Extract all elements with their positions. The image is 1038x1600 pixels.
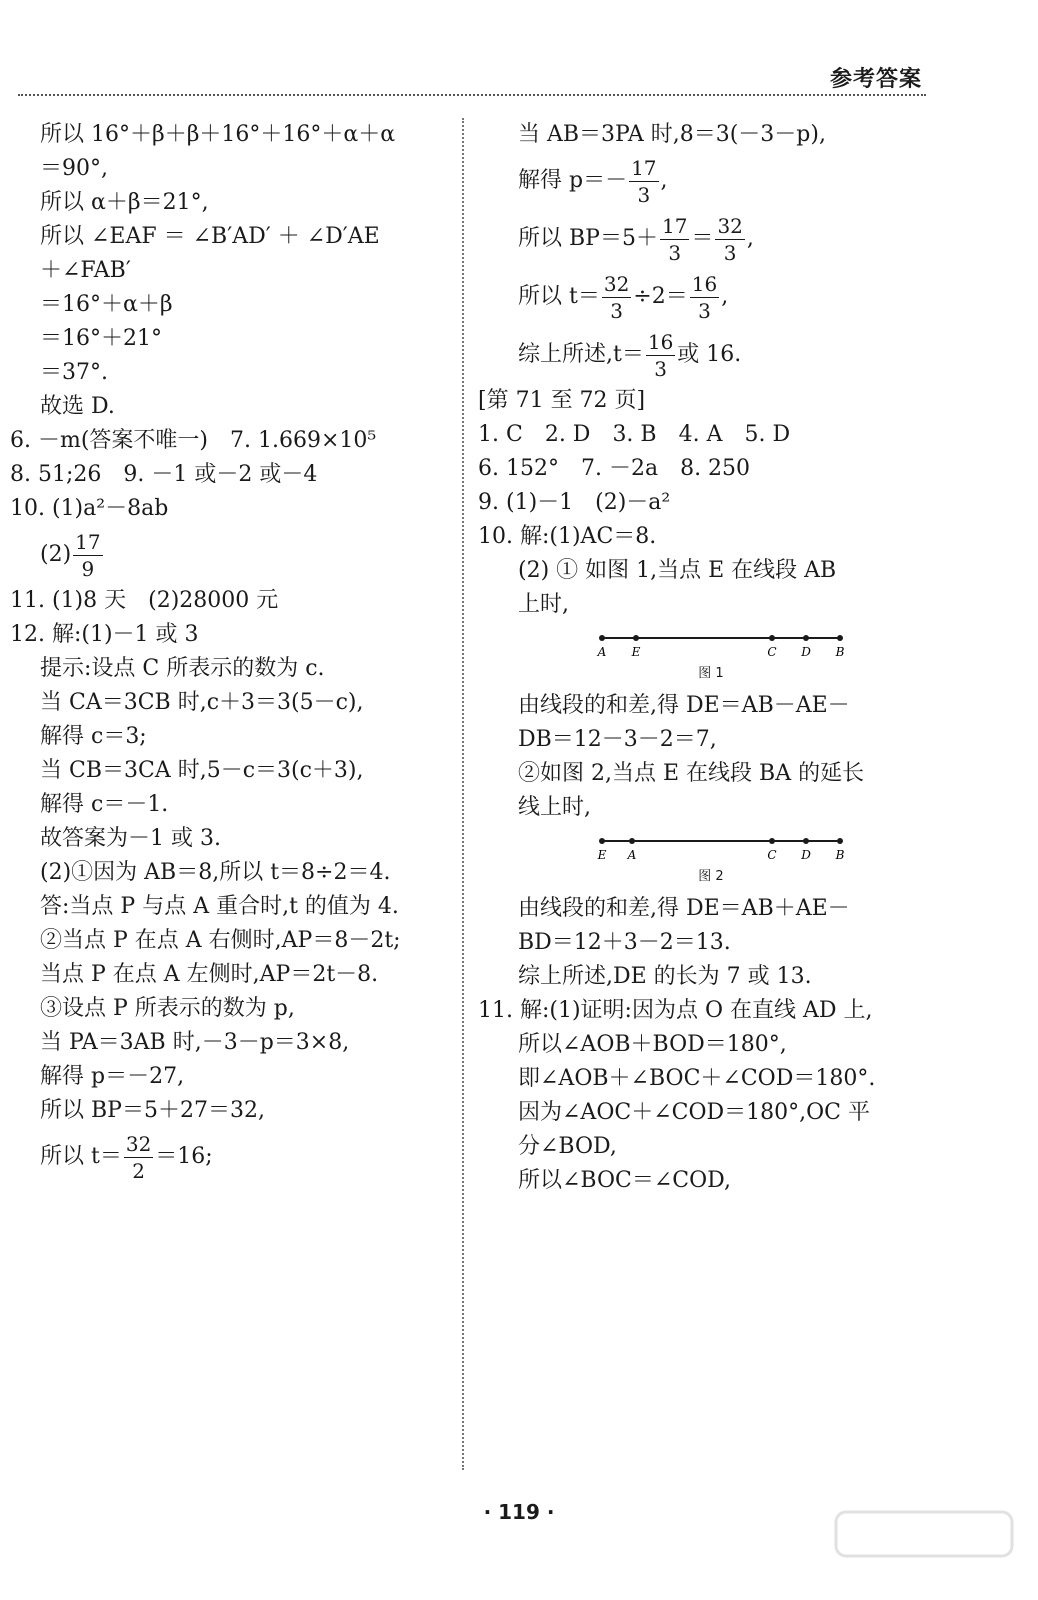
fraction-denominator: 2 bbox=[132, 1158, 145, 1183]
answer-line: 解得 c＝－1. bbox=[40, 792, 169, 817]
answer-line: 因为∠AOC＋∠COD＝180°,OC 平 bbox=[518, 1100, 870, 1125]
point-label: B bbox=[835, 848, 845, 862]
answer-line: 所以 BP＝5＋27＝32, bbox=[40, 1098, 265, 1123]
figure-2-line-segment bbox=[596, 833, 846, 884]
answer-line: 故答案为－1 或 3. bbox=[40, 826, 221, 851]
point-a bbox=[599, 635, 605, 641]
fraction bbox=[646, 329, 675, 381]
answer-line: 由线段的和差,得 DE＝AB＋AE－ bbox=[518, 896, 850, 921]
fraction bbox=[690, 271, 719, 323]
segment-diagram-2 bbox=[596, 833, 846, 863]
fraction-suffix: , bbox=[746, 226, 754, 251]
fraction bbox=[629, 155, 658, 207]
answer-line: 6. －m(答案不唯一) 7. 1.669×10⁵ bbox=[10, 428, 377, 453]
answer-line: ③设点 P 所表示的数为 p, bbox=[40, 996, 295, 1021]
left-column bbox=[10, 118, 450, 1186]
fraction-operator: ÷2＝ bbox=[633, 284, 688, 309]
point-label: E bbox=[631, 645, 641, 659]
answer-line: ②当点 P 在点 A 右侧时,AP＝8－2t; bbox=[40, 928, 401, 953]
fraction-numerator: 16 bbox=[647, 329, 674, 354]
answer-line: 线上时, bbox=[518, 795, 591, 820]
answer-line: ＝16°＋α＋β bbox=[40, 292, 173, 317]
figure-caption: 图 1 bbox=[698, 666, 724, 681]
figure-caption: 图 2 bbox=[698, 869, 724, 884]
fraction-numerator: 17 bbox=[631, 155, 657, 180]
answer-line: 即∠AOB＋∠BOC＋∠COD＝180°. bbox=[518, 1066, 876, 1091]
page-header-title: 参考答案 bbox=[830, 67, 923, 92]
answer-line: 10. 解:(1)AC＝8. bbox=[478, 524, 657, 549]
answer-line: 当 AB＝3PA 时,8＝3(－3－p), bbox=[518, 122, 826, 147]
answer-line: 当 CB＝3CA 时,5－c＝3(c＋3), bbox=[40, 758, 364, 783]
fraction bbox=[660, 213, 689, 265]
fraction-numerator: 32 bbox=[603, 271, 630, 296]
fraction-prefix: 综上所述,t＝ bbox=[518, 342, 644, 367]
fraction-prefix: 所以 BP＝5＋ bbox=[518, 226, 658, 251]
answer-line: 故选 D. bbox=[40, 394, 115, 419]
answer-line-fraction bbox=[478, 326, 928, 384]
fraction-numerator: 32 bbox=[125, 1131, 152, 1156]
answer-line: 由线段的和差,得 DE＝AB－AE－ bbox=[518, 693, 850, 718]
answer-line: 所以 ∠EAF ＝ ∠B′AD′ ＋ ∠D′AE bbox=[40, 224, 380, 249]
fraction-prefix: (2) bbox=[40, 542, 72, 567]
answer-line: 11. (1)8 天 (2)28000 元 bbox=[10, 588, 279, 613]
answer-line-fraction bbox=[478, 210, 928, 268]
answer-line: ②如图 2,当点 E 在线段 BA 的延长 bbox=[518, 761, 865, 786]
column-divider bbox=[462, 118, 464, 1470]
header-divider bbox=[18, 94, 926, 96]
answer-line: 答:当点 P 与点 A 重合时,t 的值为 4. bbox=[40, 894, 399, 919]
point-label: A bbox=[627, 848, 637, 862]
fraction-suffix: ＝16; bbox=[155, 1144, 213, 1169]
watermark-frame bbox=[836, 1512, 1012, 1556]
answer-line: 当点 P 在点 A 左侧时,AP＝2t－8. bbox=[40, 962, 379, 987]
fraction-numerator: 32 bbox=[717, 213, 743, 238]
watermark-logo bbox=[834, 1508, 1014, 1588]
answer-line: 综上所述,DE 的长为 7 或 13. bbox=[518, 964, 812, 989]
point-d bbox=[803, 635, 809, 641]
fraction bbox=[124, 1131, 153, 1183]
answer-line: (2)①因为 AB＝8,所以 t＝8÷2＝4. bbox=[40, 860, 391, 885]
answer-line-fraction bbox=[10, 526, 450, 584]
answer-line: BD＝12＋3－2＝13. bbox=[518, 930, 731, 955]
answer-line-fraction bbox=[478, 268, 928, 326]
fraction-denominator: 3 bbox=[637, 182, 651, 207]
answer-line: 上时, bbox=[518, 592, 569, 617]
point-label: C bbox=[767, 645, 777, 659]
point-label: E bbox=[597, 848, 607, 862]
answer-line: 解得 p＝－27, bbox=[40, 1064, 185, 1089]
point-c bbox=[769, 635, 775, 641]
fraction-denominator: 3 bbox=[654, 356, 667, 381]
answer-line: 所以∠AOB＋BOD＝180°, bbox=[518, 1032, 787, 1057]
point-e bbox=[633, 635, 639, 641]
answer-line: ＝90°, bbox=[40, 156, 108, 181]
fraction-denominator: 9 bbox=[81, 556, 95, 581]
point-label: A bbox=[597, 645, 607, 659]
fraction-suffix: , bbox=[660, 168, 668, 193]
point-label: D bbox=[801, 848, 811, 862]
answer-line: 所以 16°＋β＋β＋16°＋16°＋α＋α bbox=[40, 122, 396, 147]
fraction-numerator: 17 bbox=[75, 529, 101, 554]
fraction-numerator: 16 bbox=[691, 271, 718, 296]
answer-line: 1. C 2. D 3. B 4. A 5. D bbox=[478, 422, 791, 447]
answer-line: ＝16°＋21° bbox=[40, 326, 162, 351]
fraction-denominator: 3 bbox=[668, 240, 682, 265]
fraction-prefix: 解得 p＝－ bbox=[518, 168, 628, 193]
fraction-prefix: 所以 t＝ bbox=[518, 284, 600, 309]
answer-line: 当 CA＝3CB 时,c＋3＝3(5－c), bbox=[40, 690, 364, 715]
answer-line: DB＝12－3－2＝7, bbox=[518, 727, 717, 752]
segment-diagram-1 bbox=[596, 630, 846, 660]
answer-line: 分∠BOD, bbox=[518, 1134, 617, 1159]
fraction-denominator: 3 bbox=[610, 298, 623, 323]
answer-line: (2) ① 如图 1,当点 E 在线段 AB bbox=[518, 558, 837, 583]
section-heading: [第 71 至 72 页] bbox=[478, 388, 646, 413]
answer-line: 当 PA＝3AB 时,－3－p＝3×8, bbox=[40, 1030, 350, 1055]
fraction-numerator: 17 bbox=[661, 213, 688, 238]
page-number: · 119 · bbox=[483, 1500, 555, 1524]
fraction-suffix: 或 16. bbox=[677, 342, 742, 367]
fraction bbox=[602, 271, 631, 323]
answer-line: 9. (1)－1 (2)－a² bbox=[478, 490, 671, 515]
point-label: D bbox=[801, 645, 811, 659]
answer-line: 提示:设点 C 所表示的数为 c. bbox=[40, 656, 325, 681]
point-b bbox=[837, 838, 843, 844]
point-label: C bbox=[767, 848, 777, 862]
answer-line: 解得 c＝3; bbox=[40, 724, 147, 749]
point-a bbox=[629, 838, 635, 844]
answer-line-fraction bbox=[10, 1128, 450, 1186]
fraction bbox=[73, 529, 102, 581]
point-label: B bbox=[835, 645, 845, 659]
point-b bbox=[837, 635, 843, 641]
point-c bbox=[769, 838, 775, 844]
answer-line-fraction bbox=[478, 152, 928, 210]
fraction-denominator: 3 bbox=[723, 240, 737, 265]
answer-line: 6. 152° 7. －2a 8. 250 bbox=[478, 456, 751, 481]
answer-line: 10. (1)a²－8ab bbox=[10, 496, 169, 521]
fraction-suffix: , bbox=[721, 284, 729, 309]
answer-line: 所以∠BOC＝∠COD, bbox=[518, 1168, 732, 1193]
answer-line: 12. 解:(1)－1 或 3 bbox=[10, 622, 199, 647]
fraction-denominator: 3 bbox=[698, 298, 711, 323]
figure-1-line-segment bbox=[596, 630, 846, 681]
answer-line: 所以 α＋β＝21°, bbox=[40, 190, 209, 215]
point-e bbox=[599, 838, 605, 844]
answer-line: 11. 解:(1)证明:因为点 O 在直线 AD 上, bbox=[478, 998, 873, 1023]
answer-line: ＝37°. bbox=[40, 360, 108, 385]
fraction-operator: ＝ bbox=[691, 226, 714, 251]
answer-line: ＋∠FAB′ bbox=[40, 258, 131, 283]
answer-line: 8. 51;26 9. －1 或－2 或－4 bbox=[10, 462, 318, 487]
right-column bbox=[478, 118, 928, 1198]
fraction-prefix: 所以 t＝ bbox=[40, 1144, 122, 1169]
fraction bbox=[715, 213, 744, 265]
point-d bbox=[803, 838, 809, 844]
